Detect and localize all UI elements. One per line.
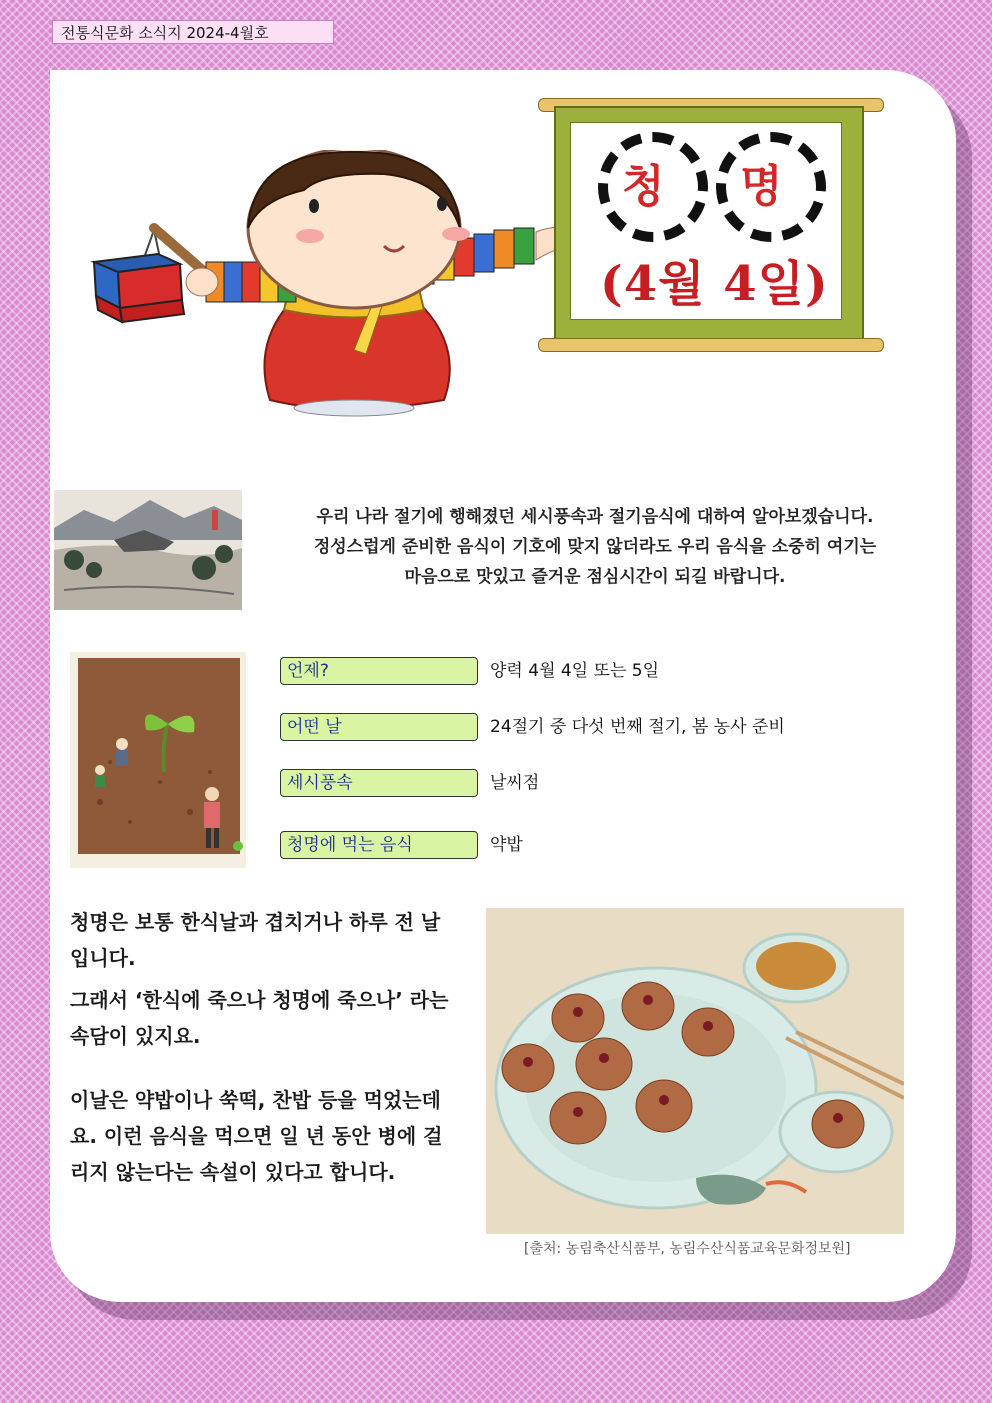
info-value-food: 약밥: [490, 835, 523, 855]
info-value-custom: 날씨점: [490, 773, 540, 793]
info-label-food: 청명에 먹는 음식: [280, 831, 478, 859]
scroll-bottom-rod: [538, 338, 884, 352]
info-label-when: 언제?: [280, 657, 478, 685]
intro-line-1: 우리 나라 절기에 행해졌던 세시풍속과 절기음식에 대하여 알아보겠습니다.: [316, 507, 874, 527]
body-paragraph-1: 청명은 보통 한식날과 겹치거나 하루 전 날입니다.: [70, 910, 441, 970]
seedling-photo: [70, 652, 246, 868]
image-source: [출처: 농림축산식품부, 농림수산식품교육문화정보원]: [524, 1241, 851, 1257]
intro-text: [262, 502, 928, 592]
seal-word-right: 명: [740, 161, 783, 212]
body-paragraph-3: 이날은 약밥이나 쑥떡, 찬밥 등을 먹었는데요. 이런 음식을 먹으면 일 년 동안 병에 걸리지 않는다는 속설이 있다고 합니다.: [70, 1088, 443, 1184]
intro-line-3: 마음으로 맛있고 즐거운 점심시간이 되길 바랍니다.: [404, 567, 786, 587]
info-label-custom: 세시풍속: [280, 769, 478, 797]
hanbok-child-illustration: [84, 150, 614, 420]
info-value-day: 24절기 중 다섯 번째 절기, 봄 농사 준비: [490, 717, 785, 737]
body-paragraph-2: 그래서 ‘한식에 죽으나 청명에 죽으나’ 라는 속담이 있지요.: [70, 988, 449, 1048]
info-label-day: 어떤 날: [280, 713, 478, 741]
newsletter-tag: 전통식문화 소식지 2024-4월호: [52, 20, 334, 44]
info-value-when: 양력 4월 4일 또는 5일: [490, 661, 660, 681]
paper-corner: [50, 70, 130, 150]
landscape-painting: [54, 490, 242, 610]
yakbap-photo: [486, 908, 904, 1234]
intro-line-2: 정성스럽게 준비한 음식이 기호에 맞지 않더라도 우리 음식을 소중히 여기는: [313, 537, 877, 557]
date-text: (4월 4일): [600, 256, 829, 312]
seal-word-left: 청: [622, 161, 665, 212]
seasonal-scroll: [538, 92, 882, 354]
